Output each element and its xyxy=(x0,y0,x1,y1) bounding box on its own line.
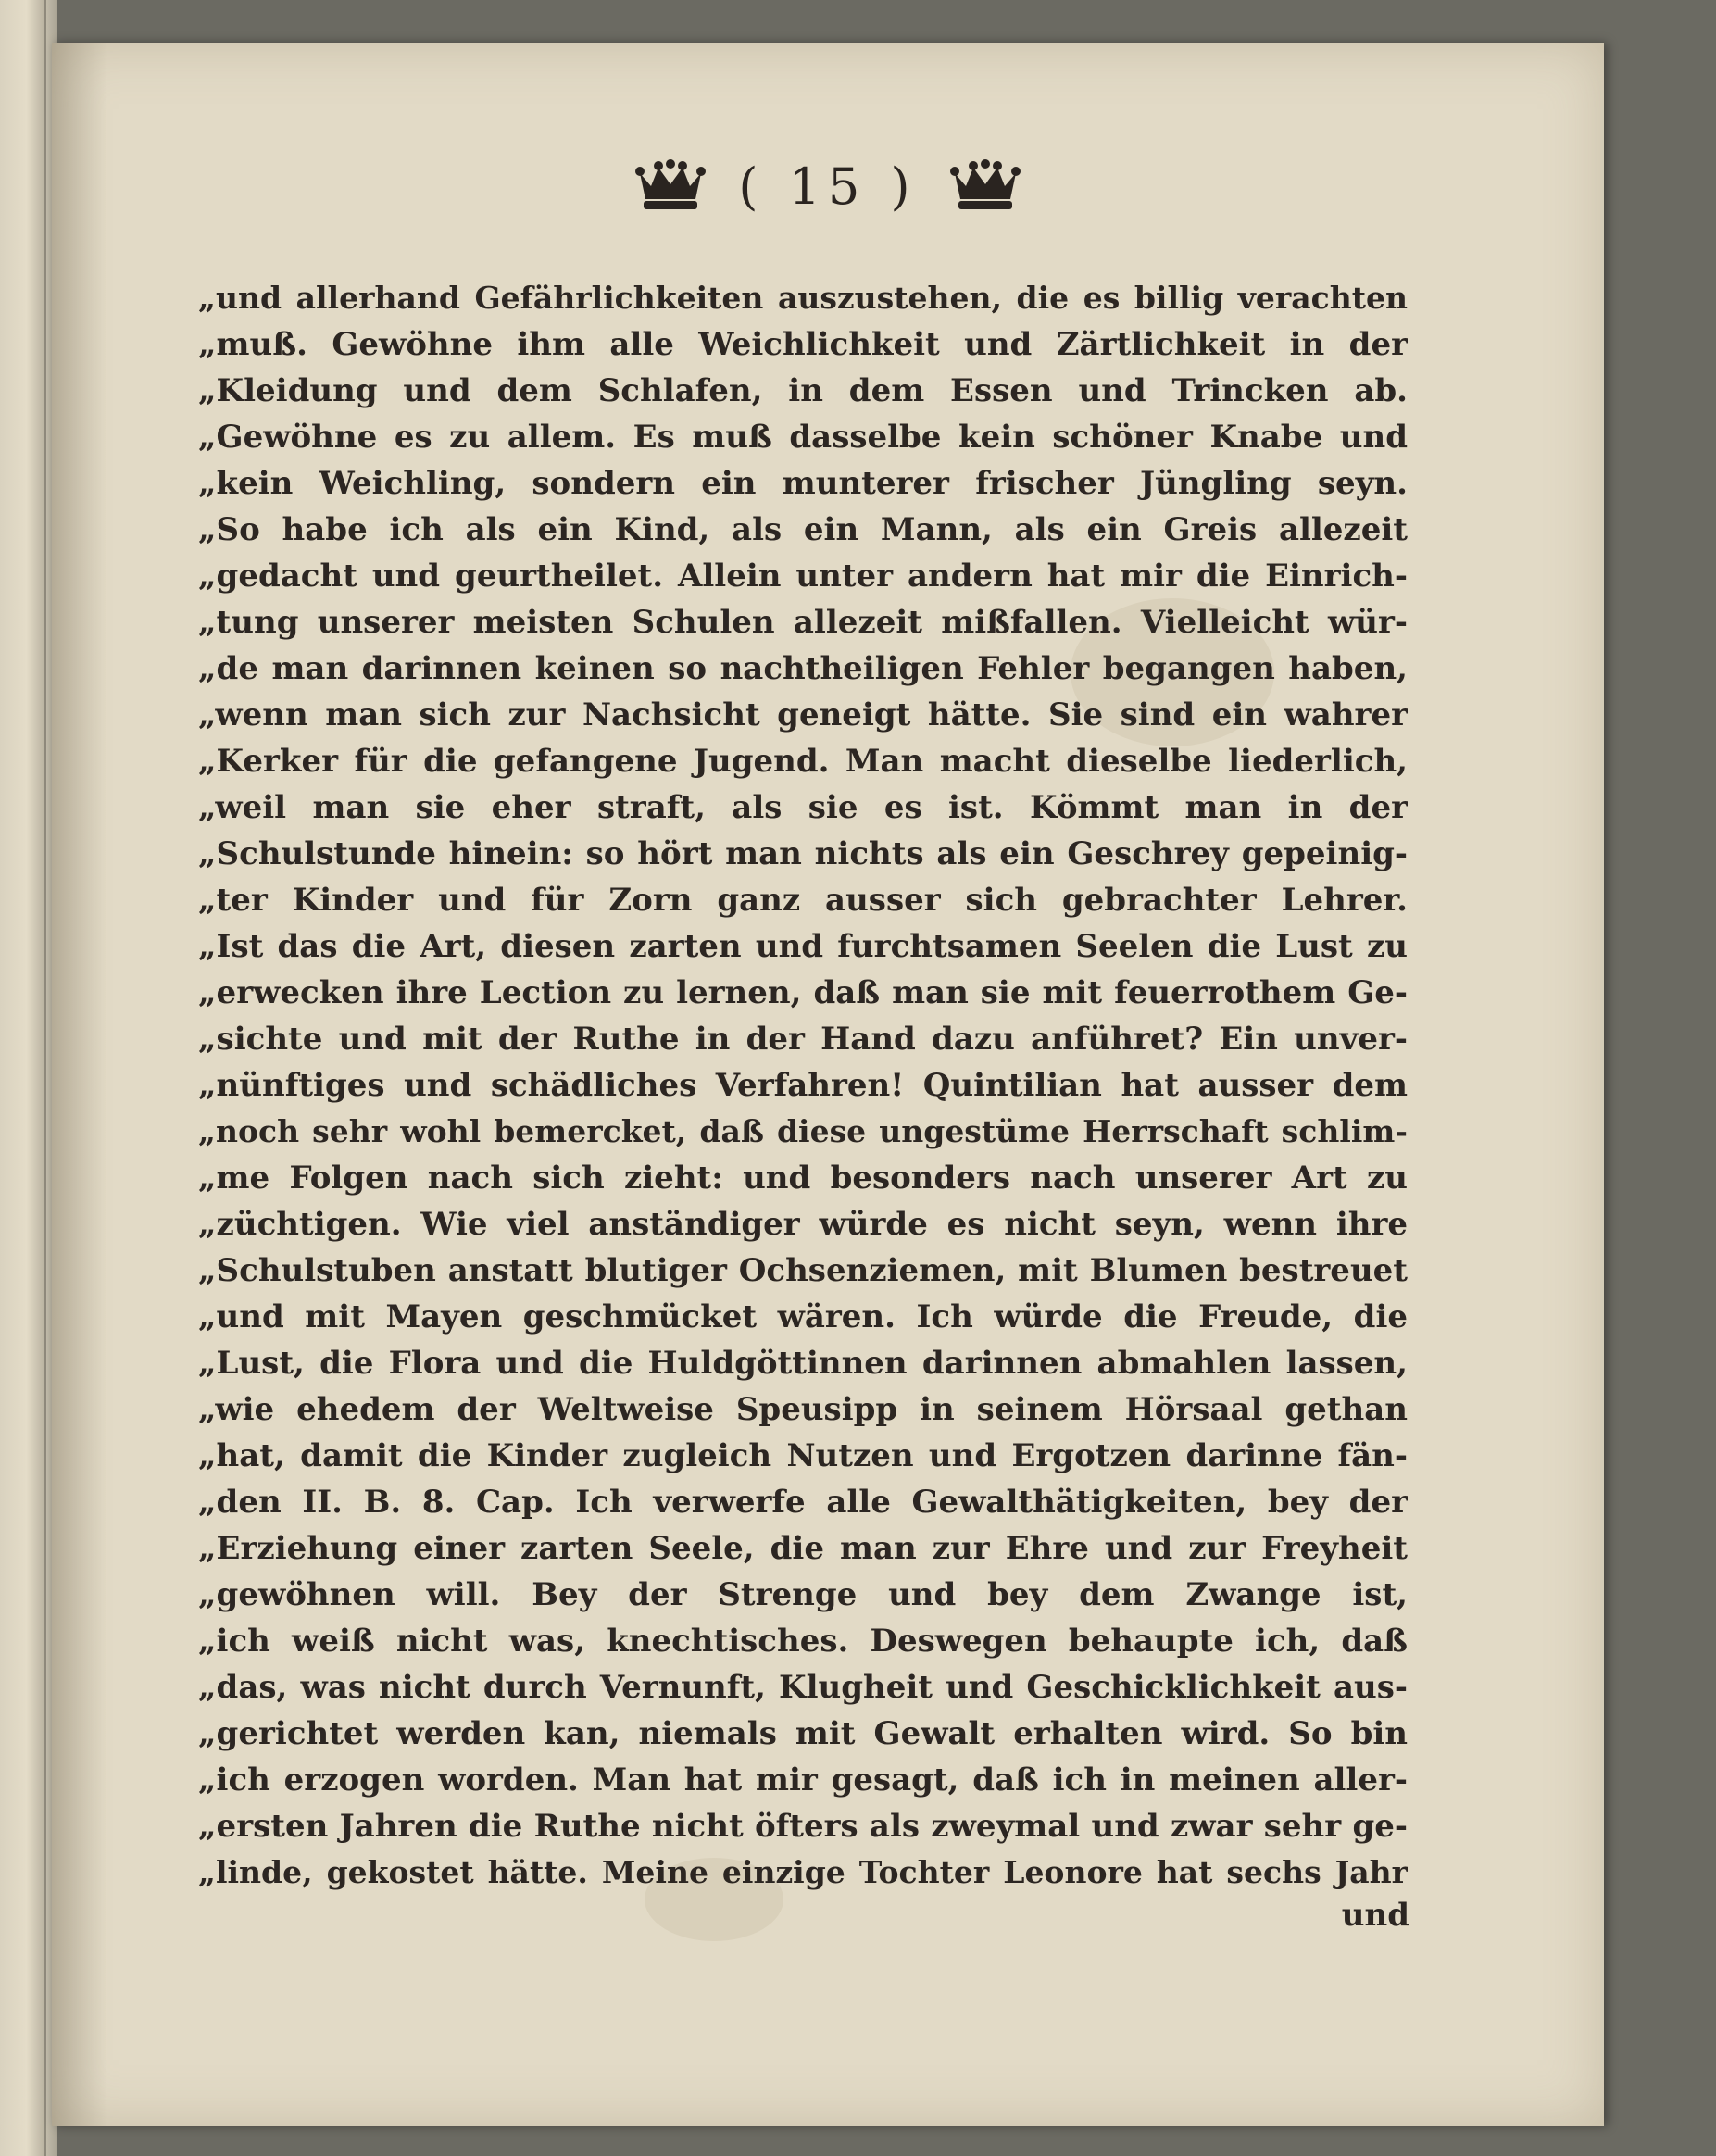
text-line: „nünftiges und schädliches Verfahren! Quintilian hat ausser dem xyxy=(198,1067,1408,1104)
text-line: „sichte und mit der Ruthe in der Hand dazu anführet? Ein unver- xyxy=(198,1021,1408,1058)
text-line: „den II. B. 8. Cap. Ich verwerfe alle Gewalthätigkeiten, bey der xyxy=(198,1484,1408,1521)
text-line: „So habe ich als ein Kind, als ein Mann, als ein Greis allezeit xyxy=(198,511,1408,548)
text-line: „ich erzogen worden. Man hat mir gesagt, daß ich in meinen aller- xyxy=(198,1761,1408,1799)
text-line: „wenn man sich zur Nachsicht geneigt hätte. Sie sind ein wahrer xyxy=(198,696,1408,733)
catchword: und xyxy=(1341,1897,1409,1934)
text-line: „züchtigen. Wie viel anständiger würde es nicht seyn, wenn ihre xyxy=(198,1206,1408,1243)
crown-icon xyxy=(634,158,707,214)
page-number: ( 15 ) xyxy=(738,157,918,216)
text-line: „wie ehedem der Weltweise Speusipp in seinem Hörsaal gethan xyxy=(198,1391,1408,1428)
text-line: „und allerhand Gefährlichkeiten auszustehen, die es billig verachten xyxy=(198,280,1408,316)
text-line: „Ist das die Art, diesen zarten und furchtsamen Seelen die Lust zu xyxy=(198,928,1408,965)
text-line: „tung unserer meisten Schulen allezeit mißfallen. Vielleicht wür- xyxy=(198,604,1408,641)
text-line: „linde, gekostet hätte. Meine einzige Tochter Leonore hat sechs Jahr xyxy=(198,1854,1408,1890)
text-line: „weil man sie eher straft, als sie es ist. Kömmt man in der xyxy=(198,789,1408,826)
text-line: „de man darinnen keinen so nachtheiligen Fehler begangen haben, xyxy=(198,650,1408,687)
page-header xyxy=(52,144,1604,228)
text-line: „gerichtet werden kan, niemals mit Gewalt erhalten wird. So bin xyxy=(198,1715,1408,1752)
text-line: „gedacht und geurtheilet. Allein unter andern hat mir die Einrich- xyxy=(198,558,1408,595)
text-line: „muß. Gewöhne ihm alle Weichlichkeit und Zärtlichkeit in der xyxy=(198,326,1408,363)
text-line: „Gewöhne es zu allem. Es muß dasselbe kein schöner Knabe und xyxy=(198,419,1408,456)
text-line: „Schulstunde hinein: so hört man nichts als ein Geschrey gepeinig- xyxy=(198,835,1408,872)
text-line: „me Folgen nach sich zieht: und besonders nach unserer Art zu xyxy=(198,1159,1408,1197)
text-line: „ich weiß nicht was, knechtisches. Deswegen behaupte ich, daß xyxy=(198,1623,1408,1660)
text-line: „Schulstuben anstatt blutiger Ochsenziemen, mit Blumen bestreuet xyxy=(198,1252,1408,1289)
text-line: „ter Kinder und für Zorn ganz ausser sich gebrachter Lehrer. xyxy=(198,882,1408,919)
crown-icon xyxy=(949,158,1021,214)
text-line: „Kerker für die gefangene Jugend. Man macht dieselbe liederlich, xyxy=(198,743,1408,780)
text-line: „ersten Jahren die Ruthe nicht öfters als zweymal und zwar sehr ge- xyxy=(198,1808,1408,1845)
previous-page-edge xyxy=(0,0,46,2156)
text-line: „erwecken ihre Lection zu lernen, daß man sie mit feuerrothem Ge- xyxy=(198,974,1408,1011)
text-line: „gewöhnen will. Bey der Strenge und bey dem Zwange ist, xyxy=(198,1576,1408,1613)
text-line: „das, was nicht durch Vernunft, Klugheit und Geschicklichkeit aus- xyxy=(198,1669,1408,1706)
text-line: „noch sehr wohl bemercket, daß diese ungestüme Herrschaft schlim- xyxy=(198,1113,1408,1149)
text-line: „Kleidung und dem Schlafen, in dem Essen und Trincken ab. xyxy=(198,372,1408,409)
body-text xyxy=(198,276,1408,1999)
text-line: „und mit Mayen geschmücket wären. Ich würde die Freude, die xyxy=(198,1298,1408,1335)
text-line: „Erziehung einer zarten Seele, die man zur Ehre und zur Freyheit xyxy=(198,1530,1408,1567)
text-line: „Lust, die Flora und die Huldgöttinnen darinnen abmahlen lassen, xyxy=(198,1345,1408,1382)
text-line: „kein Weichling, sondern ein munterer frischer Jüngling seyn. xyxy=(198,465,1408,502)
book-page xyxy=(52,43,1604,2126)
text-line: „hat, damit die Kinder zugleich Nutzen und Ergotzen darinne fän- xyxy=(198,1437,1408,1474)
